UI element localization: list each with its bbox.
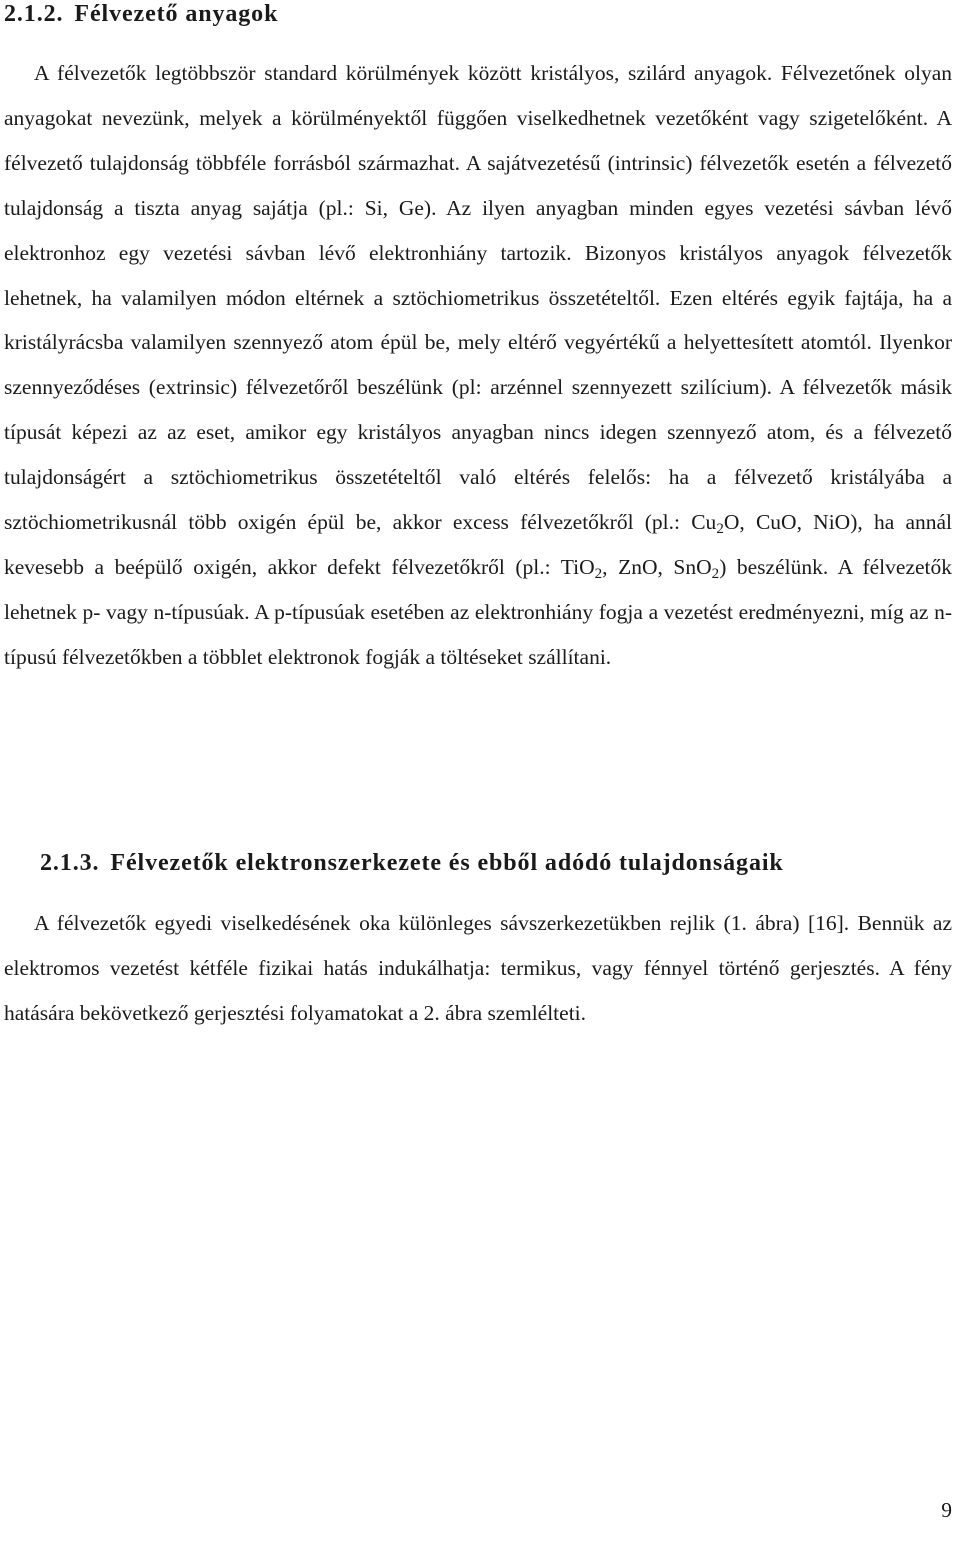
paragraph-band-structure	[4, 901, 952, 1036]
paragraph-text: A félvezetők egyedi viselkedésének oka különleges sávszerkezetükben rejlik (1. ábra) [16]. Bennük az elektromos vezetést kétféle fizikai hatás indukálhatja: termikus, vagy fénnyel történő gerjesztés. A fény hatására bekövetkező gerjesztési folyamatokat a 2. ábra szemlélteti.	[4, 911, 952, 1025]
page-number: 9	[941, 1498, 952, 1522]
paragraph-text: ) beszélünk. A félvezetők lehetnek p- vagy n-típusúak. A p-típusúak esetében az elektronhiány fogja a vezetést eredményezni, míg az n-típusú félvezetőkben a többlet elektronok fogják a töltéseket szállítani.	[4, 554, 952, 669]
section-number: 2.1.2.	[4, 1, 64, 27]
subscript: 2	[716, 520, 724, 537]
paragraph-text: , ZnO, SnO	[602, 554, 712, 579]
section-title: Félvezetők elektronszerkezete és ebből adódó tulajdonságaik	[110, 850, 784, 876]
section-number: 2.1.3.	[40, 850, 100, 876]
subscript: 2	[594, 565, 603, 582]
section-heading-2-1-2	[4, 2, 278, 26]
paragraph-semiconductor-materials	[4, 51, 952, 680]
section-title: Félvezető anyagok	[74, 1, 279, 27]
subscript: 2	[711, 565, 720, 582]
paragraph-text: A félvezetők legtöbbször standard körülmények között kristályos, szilárd anyagok. Félvezetőnek olyan anyagokat nevezünk, melyek a körülményektől függően viselkedhetnek vezetőként vagy szigetelőként. A félvezető tulajdonság többféle forrásból származhat. A sajátvezetésű (intrinsic) félvezetők esetén a félvezető tulajdonság a tiszta anyag sajátja (pl.: Si, Ge). Az ilyen anyagban minden egyes vezetési sávban lévő elektronhoz egy vezetési sávban lévő elektronhiány tartozik. Bizonyos kristályos anyagok félvezetők lehetnek, ha valamilyen módon eltérnek a sztöchiometrikus összetételtől. Ezen eltérés egyik fajtája, ha a kristályrácsba valamilyen szennyező atom épül be, mely eltérő vegyértékű a helyettesített atomtól. Ilyenkor szennyeződéses (extrinsic) félvezetőről beszélünk (pl: arzénnel szennyezett szilícium). A félvezetők másik típusát képezi az az eset, amikor egy kristályos anyagban nincs idegen szennyező atom, és a félvezető tulajdonságért a sztöchiometrikus összetételtől való eltérés felelős: ha a félvezető kristályába a sztöchiometrikusnál több oxigén épül be, akkor excess félvezetőkről (pl.: Cu	[4, 61, 952, 535]
section-heading-2-1-3	[40, 851, 784, 875]
paragraph-text: O, CuO, NiO), ha annál kevesebb a beépülő oxigén, akkor defekt félvezetőkről (pl.: TiO	[4, 510, 953, 579]
